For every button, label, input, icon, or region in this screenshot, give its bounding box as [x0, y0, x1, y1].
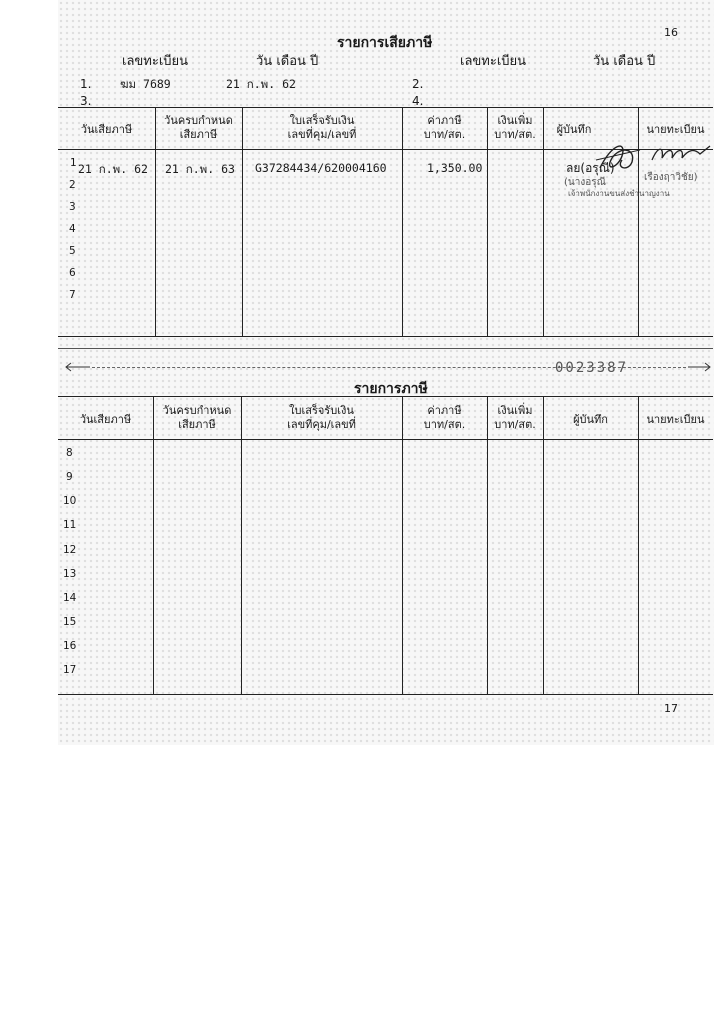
- row-number: 16: [63, 640, 77, 652]
- stamp-surname-line: เรืองฤาวิชัย): [644, 172, 698, 183]
- table2-col-divider: [402, 396, 403, 694]
- serial-number: 0023387: [555, 360, 629, 376]
- row-number: 14: [63, 592, 77, 604]
- registrar-signature: [648, 140, 714, 168]
- date-label-left: วัน เดือน ปี: [256, 54, 319, 69]
- col-header-registrar: นายทะเบียน: [646, 413, 705, 426]
- table2-col-divider: [638, 396, 639, 694]
- table2-col-divider: [241, 396, 242, 694]
- arrow-left-icon: [62, 362, 92, 372]
- col-header-tax-amount: ค่าภาษี บาท/สต.: [423, 404, 466, 431]
- row-number: 17: [63, 664, 77, 676]
- row-number: 4: [69, 223, 76, 235]
- row1-due-date: 21 ก.พ. 63: [165, 162, 235, 176]
- row-number: 15: [63, 616, 77, 628]
- table2-top-border: [58, 396, 713, 397]
- stamp-name-line: (นางอรุณี: [564, 177, 606, 188]
- table1-col-divider: [543, 107, 544, 336]
- row1-receipt-number: G37284434/620004160: [255, 161, 387, 175]
- row-number: 3: [69, 201, 76, 213]
- row-number: 6: [69, 267, 76, 279]
- recorder-signature: [592, 138, 644, 178]
- col-header-surcharge: เงินเพิ่ม บาท/สต.: [494, 114, 536, 141]
- date-label-right: วัน เดือน ปี: [593, 54, 656, 69]
- col-header-recorder: ผู้บันทึก: [573, 413, 608, 426]
- col-header-surcharge: เงินเพิ่ม บาท/สต.: [494, 404, 536, 431]
- row-number: 12: [63, 544, 77, 556]
- col-header-receipt: ใบเสร็จรับเงิน เลขที่คุม/เลขที่: [287, 404, 356, 431]
- reg-number-4: 4.: [412, 94, 424, 108]
- row-number: 9: [66, 471, 73, 483]
- row-number: 7: [69, 289, 76, 301]
- row-number: 1: [70, 157, 77, 169]
- row-number: 5: [69, 245, 76, 257]
- col-header-due-date: วันครบกำหนด เสียภาษี: [164, 114, 233, 141]
- table2-col-divider: [153, 396, 154, 694]
- reg-plate-1: ฆม 7689: [120, 77, 171, 91]
- col-header-tax-date: วันเสียภาษี: [79, 413, 132, 426]
- row-number: 10: [63, 495, 77, 507]
- col-header-tax-amount: ค่าภาษี บาท/สต.: [423, 114, 466, 141]
- row1-tax-date: 21 ก.พ. 62: [78, 162, 148, 176]
- section1-title: รายการเสียภาษี: [337, 35, 433, 51]
- table2-col-divider: [543, 396, 544, 694]
- table2-header-border: [58, 439, 713, 440]
- page-number-bottom: 17: [664, 702, 678, 715]
- reg-number-1: 1.: [80, 77, 92, 91]
- row-number: 8: [66, 447, 73, 459]
- separator-line: [58, 348, 713, 349]
- table1-top-border: [58, 107, 713, 108]
- col-header-due-date: วันครบกำหนด เสียภาษี: [162, 404, 232, 431]
- row-number: 13: [63, 568, 77, 580]
- col-header-registrar: นายทะเบียน: [646, 123, 705, 136]
- table1-bottom-border: [58, 336, 713, 337]
- col-header-receipt: ใบเสร็จรับเงิน เลขที่คุม/เลขที่: [287, 114, 357, 141]
- row-number: 2: [69, 179, 76, 191]
- page-number-top: 16: [664, 26, 678, 39]
- row1-recorder: ลย(อรุณี): [566, 161, 615, 175]
- col-header-tax-date: วันเสียภาษี: [80, 123, 133, 136]
- table2-col-divider: [487, 396, 488, 694]
- row1-tax-amount: 1,350.00: [427, 161, 483, 175]
- row-number: 11: [63, 519, 77, 531]
- arrow-right-icon: [686, 362, 714, 372]
- stamp-position-line: เจ้าพนักงานขนส่งชำนาญงาน: [568, 189, 670, 198]
- section2-title: รายการภาษี: [354, 381, 428, 397]
- reg-label-right: เลขทะเบียน: [460, 54, 527, 69]
- reg-number-2: 2.: [412, 77, 424, 91]
- reg-label-left: เลขทะเบียน: [122, 54, 189, 69]
- reg-number-3: 3.: [80, 94, 92, 108]
- table2-bottom-border: [58, 694, 713, 695]
- reg-date-1: 21 ก.พ. 62: [226, 77, 296, 91]
- col-header-recorder: ผู้บันทึก: [556, 123, 592, 136]
